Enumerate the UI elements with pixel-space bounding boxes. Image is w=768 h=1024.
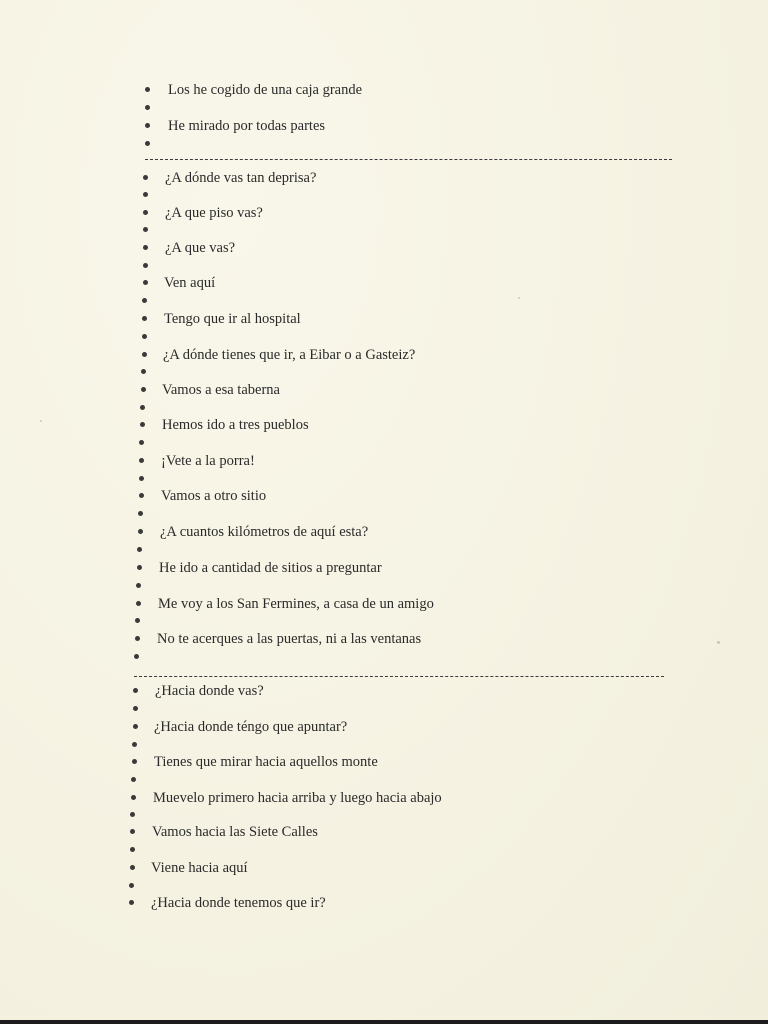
- list-item: ¿A dónde tienes que ir, a Eibar o a Gasteiz?: [163, 347, 416, 363]
- empty-bullet: [137, 547, 142, 552]
- empty-bullet: [140, 405, 145, 410]
- list-item: ¿Hacia donde tenemos que ir?: [151, 895, 326, 911]
- bullet: [139, 458, 144, 463]
- empty-bullet: [139, 440, 144, 445]
- list-item: Vamos a otro sitio: [161, 488, 267, 504]
- list-item: Vamos hacia las Siete Calles: [152, 824, 318, 840]
- bullet: [133, 688, 138, 693]
- list-item: Los he cogido de una caja grande: [168, 82, 363, 98]
- paper-speck: [518, 297, 520, 299]
- list-item: No te acerques a las puertas, ni a las ventanas: [157, 631, 422, 647]
- list-item: Hemos ido a tres pueblos: [162, 417, 309, 433]
- list-item: Muevelo primero hacia arriba y luego hacia abajo: [153, 790, 442, 806]
- bullet: [137, 565, 142, 570]
- empty-bullet: [141, 369, 146, 374]
- bullet: [143, 245, 148, 250]
- bullet: [138, 529, 143, 534]
- list-item: ¡Vete a la porra!: [161, 453, 255, 469]
- bullet: [130, 829, 135, 834]
- dashed-divider: [134, 676, 664, 677]
- list-item: ¿Hacia donde vas?: [155, 683, 264, 699]
- bullet: [143, 175, 148, 180]
- list-item: Me voy a los San Fermines, a casa de un amigo: [158, 596, 434, 612]
- empty-bullet: [142, 334, 147, 339]
- list-item: Vamos a esa taberna: [162, 382, 280, 398]
- empty-bullet: [135, 618, 140, 623]
- list-item: ¿A cuantos kilómetros de aquí esta?: [160, 524, 369, 540]
- bullet: [143, 280, 148, 285]
- bullet: [130, 865, 135, 870]
- bullet: [145, 87, 150, 92]
- list-item: Tengo que ir al hospital: [164, 311, 301, 327]
- empty-bullet: [133, 706, 138, 711]
- empty-bullet: [134, 654, 139, 659]
- empty-bullet: [131, 777, 136, 782]
- list-item: ¿A dónde vas tan deprisa?: [165, 170, 317, 186]
- bullet: [140, 422, 145, 427]
- list-item: He mirado por todas partes: [168, 118, 326, 134]
- empty-bullet: [143, 263, 148, 268]
- bullet: [139, 493, 144, 498]
- bullet: [145, 123, 150, 128]
- paper-speck: [40, 420, 42, 422]
- list-item: Ven aquí: [164, 275, 216, 291]
- list-item: He ido a cantidad de sitios a preguntar: [159, 560, 382, 576]
- empty-bullet: [145, 141, 150, 146]
- bullet: [141, 387, 146, 392]
- list-item: ¿A que vas?: [165, 240, 236, 256]
- empty-bullet: [130, 847, 135, 852]
- scan-bottom-edge: [0, 1020, 768, 1024]
- bullet: [142, 316, 147, 321]
- dashed-divider: [145, 159, 672, 160]
- empty-bullet: [139, 476, 144, 481]
- empty-bullet: [143, 192, 148, 197]
- paper-speck: [717, 641, 720, 644]
- list-item: ¿Hacia donde téngo que apuntar?: [154, 719, 348, 735]
- bullet: [136, 601, 141, 606]
- bullet: [129, 900, 134, 905]
- empty-bullet: [142, 298, 147, 303]
- empty-bullet: [129, 883, 134, 888]
- bullet: [131, 795, 136, 800]
- empty-bullet: [130, 812, 135, 817]
- list-item: Tienes que mirar hacia aquellos monte: [154, 754, 378, 770]
- empty-bullet: [145, 105, 150, 110]
- empty-bullet: [136, 583, 141, 588]
- empty-bullet: [132, 742, 137, 747]
- list-item: ¿A que piso vas?: [165, 205, 263, 221]
- list-item: Viene hacia aquí: [151, 860, 248, 876]
- bullet: [135, 636, 140, 641]
- bullet: [142, 352, 147, 357]
- empty-bullet: [138, 511, 143, 516]
- bullet: [133, 724, 138, 729]
- empty-bullet: [143, 227, 148, 232]
- bullet: [143, 210, 148, 215]
- bullet: [132, 759, 137, 764]
